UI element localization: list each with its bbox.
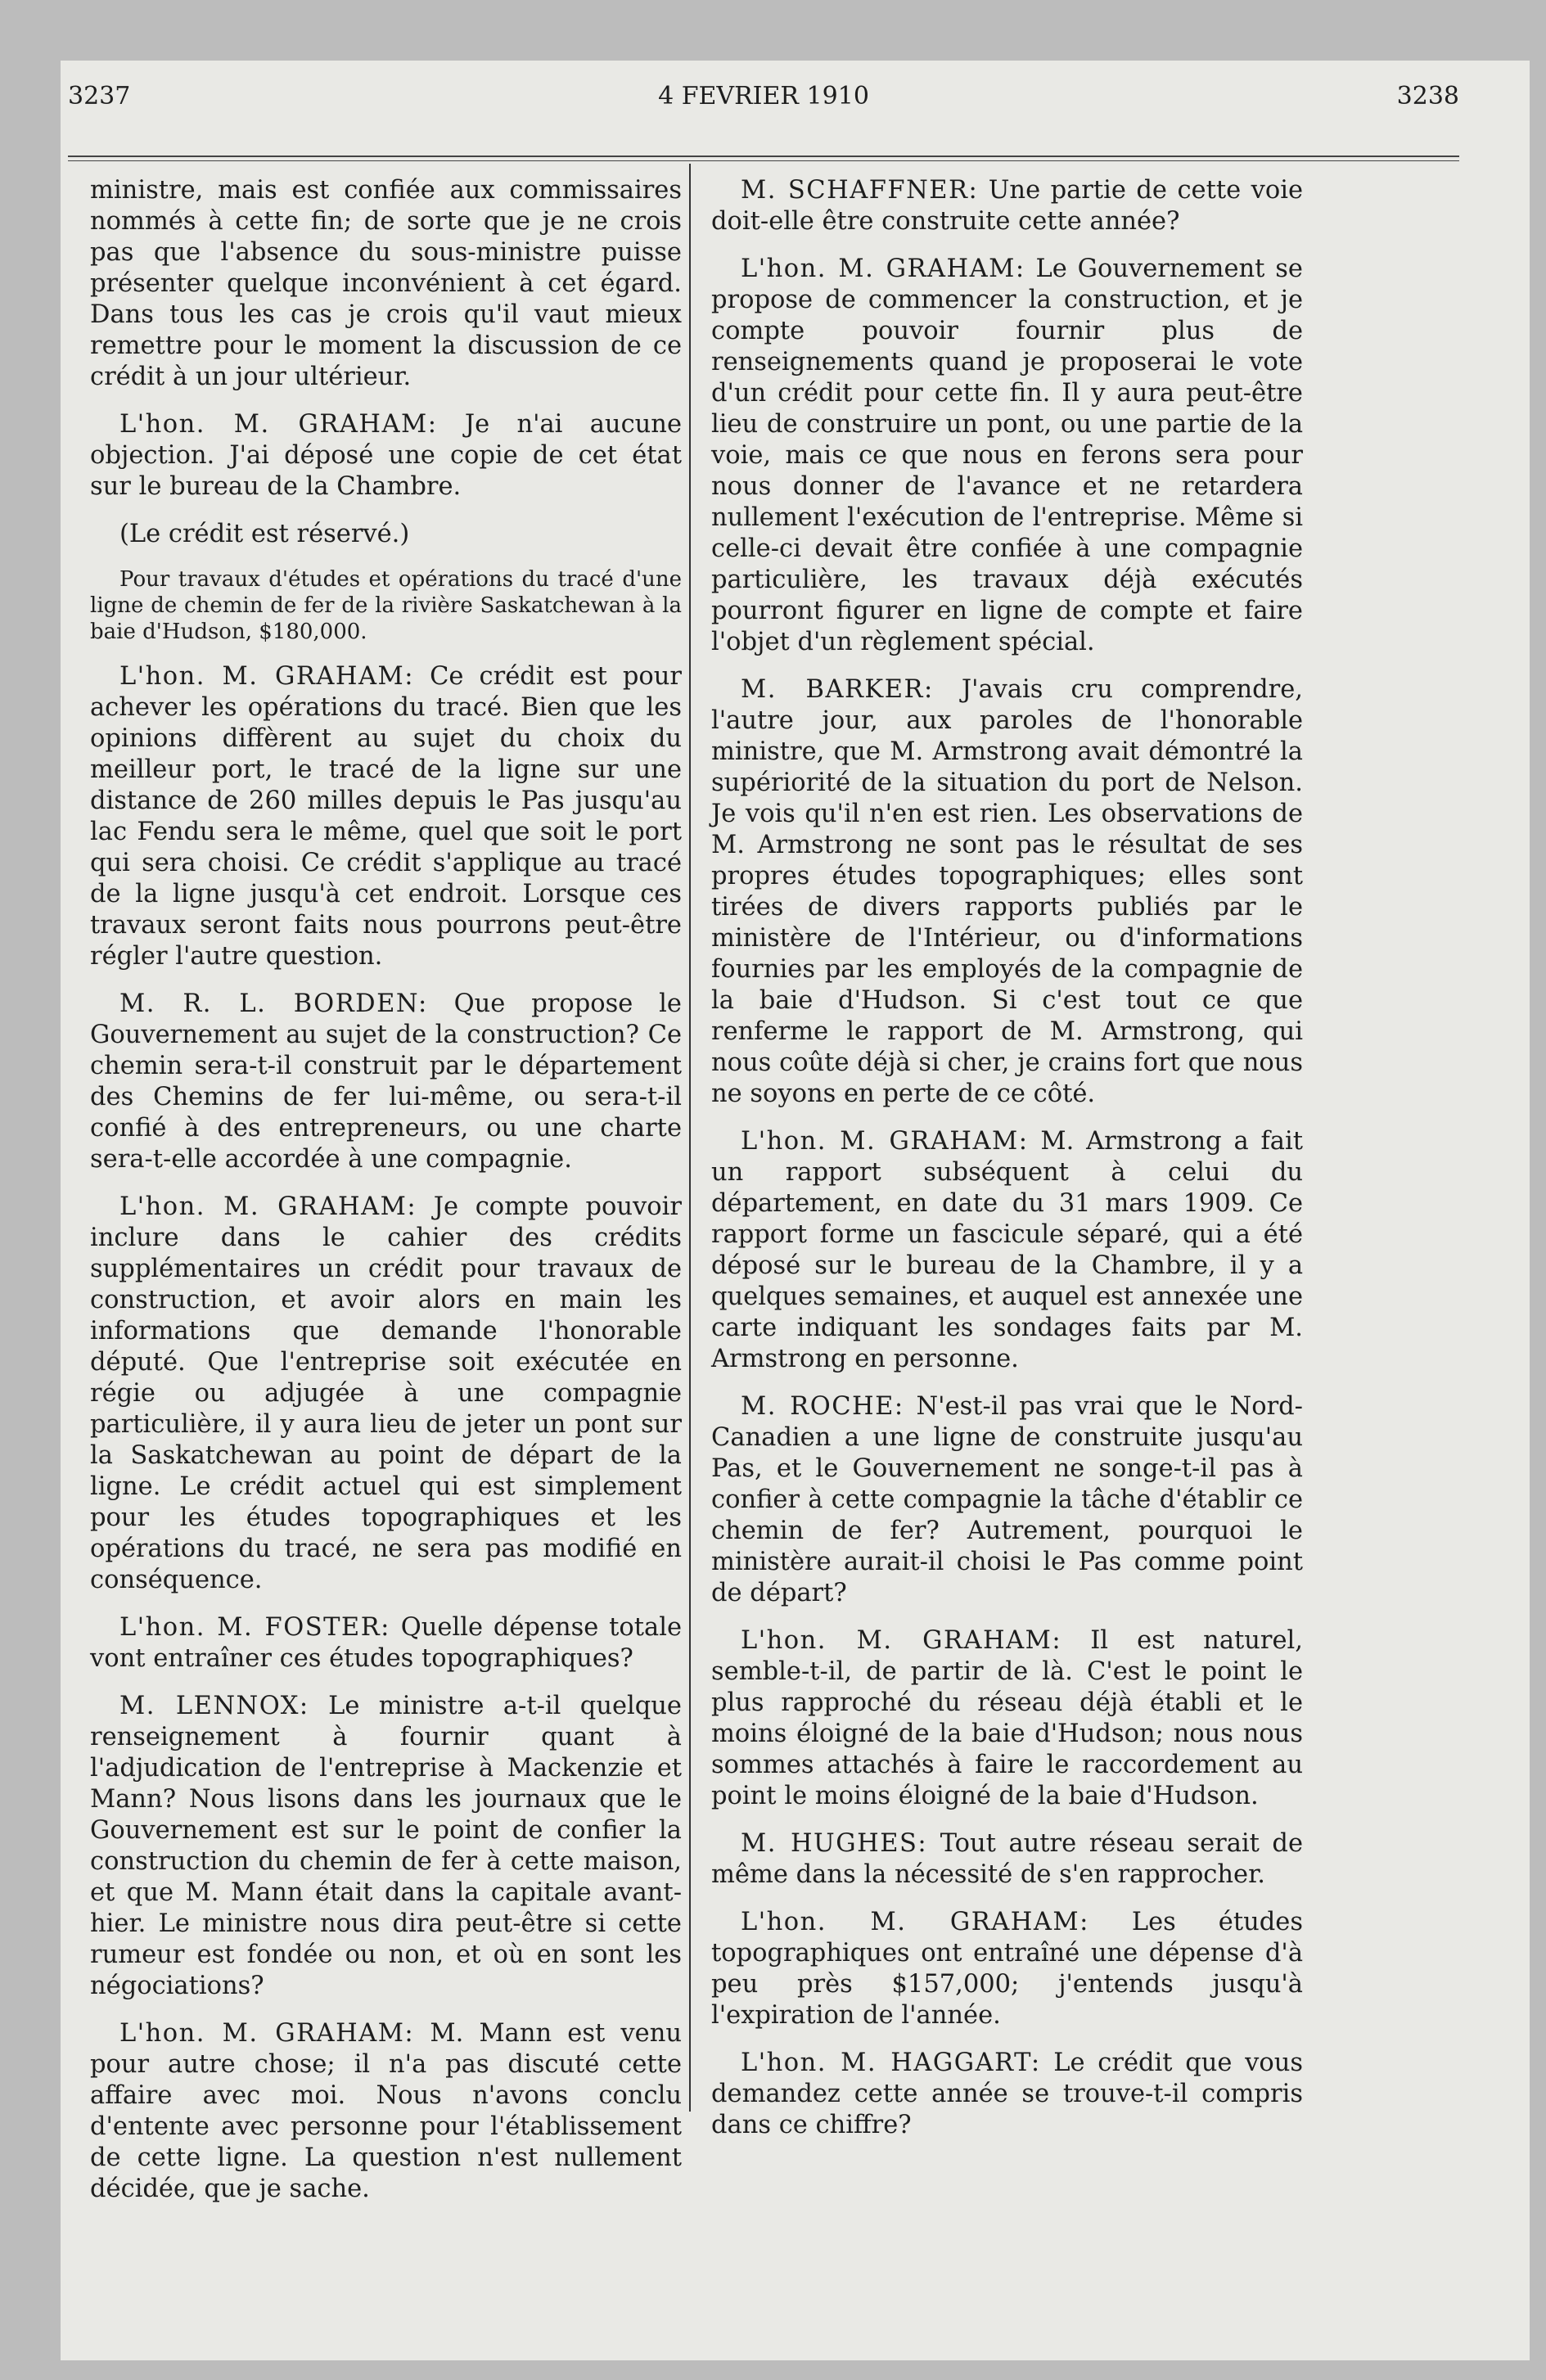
page-number-right: 3238 [1396, 82, 1459, 110]
paragraph-text: Je compte pouvoir inclure dans le cahier des crédits supplémentaires un crédit pour travaux de construction, et avoir alors en main les informations que demande l'honorable député. Que l'entreprise soit exécutée en régie ou adjugée à une compagnie particulière, il y aura lieu de jeter un pont sur la Saskatchewan au point de départ de la ligne. Le crédit actuel qui est simplement pour les études topographiques et les opérations du tracé, ne sera pas modifié en conséquence. [90, 1192, 682, 1594]
paragraph-text: Je n'ai aucune objection. J'ai déposé une copie de cet état sur le bureau de la Chambre. [90, 410, 682, 501]
paragraph [711, 1126, 1303, 1375]
speaker-name: M. R. L. BORDEN: [119, 989, 428, 1018]
paragraph-text: Tout autre réseau serait de même dans la nécessité de s'en rapprocher. [711, 1829, 1304, 1889]
speaker-name: L'hon. M. HAGGART: [741, 2049, 1041, 2077]
speaker-name: L'hon. M. GRAHAM: [119, 1192, 417, 1221]
paragraph [711, 2048, 1303, 2141]
paragraph-text: N'est-il pas vrai que le Nord-Canadien a une ligne de construite jusqu'au Pas, et le Gouvernement ne songe-t-il pas à confier à cette compagnie la tâche d'établir ce chemin de fer? Autrement, pourquoi le ministère aurait-il choisi le Pas comme point de départ? [711, 1392, 1303, 1607]
paragraph-text: Une partie de cette voie doit-elle être construite cette année? [711, 176, 1303, 236]
speaker-name: M. ROCHE: [741, 1392, 904, 1421]
paragraph-text: Les études topographiques ont entraîné une dépense d'à peu près $157,000; j'entends jusqu'à l'expiration de l'année. [711, 1908, 1303, 2030]
paragraph [711, 175, 1303, 237]
paragraph [90, 566, 682, 645]
paragraph [90, 661, 682, 972]
paragraph [711, 254, 1303, 658]
speaker-name: L'hon. M. GRAHAM: [741, 255, 1025, 283]
page-header [68, 82, 1459, 118]
speaker-name: M. BARKER: [741, 675, 934, 704]
left-column [90, 175, 682, 2221]
paragraph [90, 2018, 682, 2205]
paragraph [90, 175, 682, 393]
paragraph-text: Le ministre a-t-il quelque renseignement à fournir quant à l'adjudication de l'entreprise à Mackenzie et Mann? Nous lisons dans les journaux que le Gouvernement est sur le point de confier la construction du chemin de fer à cette maison, et que M. Mann était dans la capitale avant-hier. Le ministre nous dira peut-être si cette rumeur est fondée ou non, et où en sont les négociations? [90, 1692, 682, 2000]
paragraph-text: M. Armstrong a fait un rapport subséquent à celui du département, en date du 31 mars 1909. Ce rapport forme un fascicule séparé, qui a été déposé sur le bureau de la Chambre, il y a quelques semaines, et auquel est annexée une carte indiquant les sondages faits par M. Armstrong en personne. [711, 1127, 1303, 1373]
paragraph [90, 519, 682, 550]
speaker-name: M. LENNOX: [119, 1692, 309, 1720]
paragraph [90, 1192, 682, 1596]
paragraph [711, 1391, 1303, 1609]
paragraph-text: J'avais cru comprendre, l'autre jour, aux paroles de l'honorable ministre, que M. Armstrong avait démontré la supériorité de la situation du port de Nelson. Je vois qu'il n'en est rien. Les observations de M. Armstrong ne sont pas le résultat de ses propres études topographiques; elles sont tirées de divers rapports publiés par le ministère de l'Intérieur, ou d'informations fournies par les employés de la compagnie de la baie d'Hudson. Si c'est tout ce que renferme le rapport de M. Armstrong, qui nous coûte déjà si cher, je crains fort que nous ne soyons en perte de ce côté. [711, 675, 1303, 1108]
paragraph [90, 1691, 682, 2002]
speaker-name: L'hon. M. FOSTER: [119, 1613, 390, 1642]
paragraph-text: Que propose le Gouvernement au sujet de la construction? Ce chemin sera-t-il construit par le département des Chemins de fer lui-même, ou sera-t-il confié à des entrepreneurs, ou une charte sera-t-elle accordée à une compagnie. [90, 989, 682, 1174]
speaker-name: L'hon. M. GRAHAM: [119, 662, 415, 691]
paragraph-text: M. Mann est venu pour autre chose; il n'a pas discuté cette affaire avec moi. Nous n'avons conclu d'entente avec personne pour l'établissement de cette ligne. La question n'est nullement décidée, que je sache. [90, 2019, 682, 2203]
paragraph-text: (Le crédit est réservé.) [119, 520, 410, 548]
paragraph-text: Pour travaux d'études et opérations du tracé d'une ligne de chemin de fer de la rivière Saskatchewan à la baie d'Hudson, $180,000. [90, 567, 682, 644]
speaker-name: L'hon. M. GRAHAM: [119, 2019, 415, 2048]
paragraph-text: Quelle dépense totale vont entraîner ces études topographiques? [90, 1613, 682, 1673]
speaker-name: L'hon. M. GRAHAM: [119, 410, 438, 439]
speaker-name: M. HUGHES: [741, 1829, 928, 1858]
speaker-name: L'hon. M. GRAHAM: [741, 1626, 1062, 1655]
page-number-left: 3237 [68, 82, 131, 110]
paragraph [711, 1907, 1303, 2031]
speaker-name: L'hon. M. GRAHAM: [741, 1127, 1029, 1156]
speaker-name: M. SCHAFFNER: [741, 176, 979, 205]
paragraph [90, 409, 682, 503]
right-column [711, 175, 1303, 2157]
paragraph-text: ministre, mais est confiée aux commissaires nommés à cette fin; de sorte que je ne crois pas que l'absence du sous-ministre puisse présenter quelque inconvénient à cet égard. Dans tous les cas je crois qu'il vaut mieux remettre pour le moment la discussion de ce crédit à un jour ultérieur. [90, 176, 682, 391]
paragraph-text: Le Gouvernement se propose de commencer la construction, et je compte pouvoir fournir plus de renseignements quand je proposerai le vote d'un crédit pour cette fin. Il y aura peut-être lieu de construire un pont, ou une partie de la voie, mais ce que nous en ferons sera pour nous donner de l'avance et ne retardera nullement l'exécution de l'entreprise. Même si celle-ci devait être confiée à une compagnie particulière, les travaux déjà exécutés pourront figurer en ligne de compte et faire l'objet d'un règlement spécial. [711, 255, 1303, 656]
paragraph-text: Ce crédit est pour achever les opérations du tracé. Bien que les opinions diffèrent au sujet du choix du meilleur port, le tracé de la ligne sur une distance de 260 milles depuis le Pas jusqu'au lac Fendu sera le même, quel que soit le port qui sera choisi. Ce crédit s'applique au tracé de la ligne jusqu'à cet endroit. Lorsque ces travaux seront faits nous pourrons peut-être régler l'autre question. [90, 662, 682, 971]
paragraph [711, 1625, 1303, 1812]
speaker-name: L'hon. M. GRAHAM: [741, 1908, 1089, 1936]
header-date: 4 FEVRIER 1910 [658, 82, 869, 110]
paragraph [90, 1612, 682, 1675]
header-rule [68, 156, 1459, 161]
paragraph [90, 989, 682, 1175]
column-divider [689, 164, 691, 2112]
paragraph-text: Le crédit que vous demandez cette année se trouve-t-il compris dans ce chiffre? [711, 2049, 1304, 2139]
paragraph-text: Il est naturel, semble-t-il, de partir de là. C'est le point le plus rapproché du réseau déjà établi et le moins éloigné de la baie d'Hudson; nous nous sommes attachés à faire le raccordement au point le moins éloigné de la baie d'Hudson. [711, 1626, 1303, 1810]
paragraph [711, 1828, 1303, 1891]
paragraph [711, 674, 1303, 1110]
